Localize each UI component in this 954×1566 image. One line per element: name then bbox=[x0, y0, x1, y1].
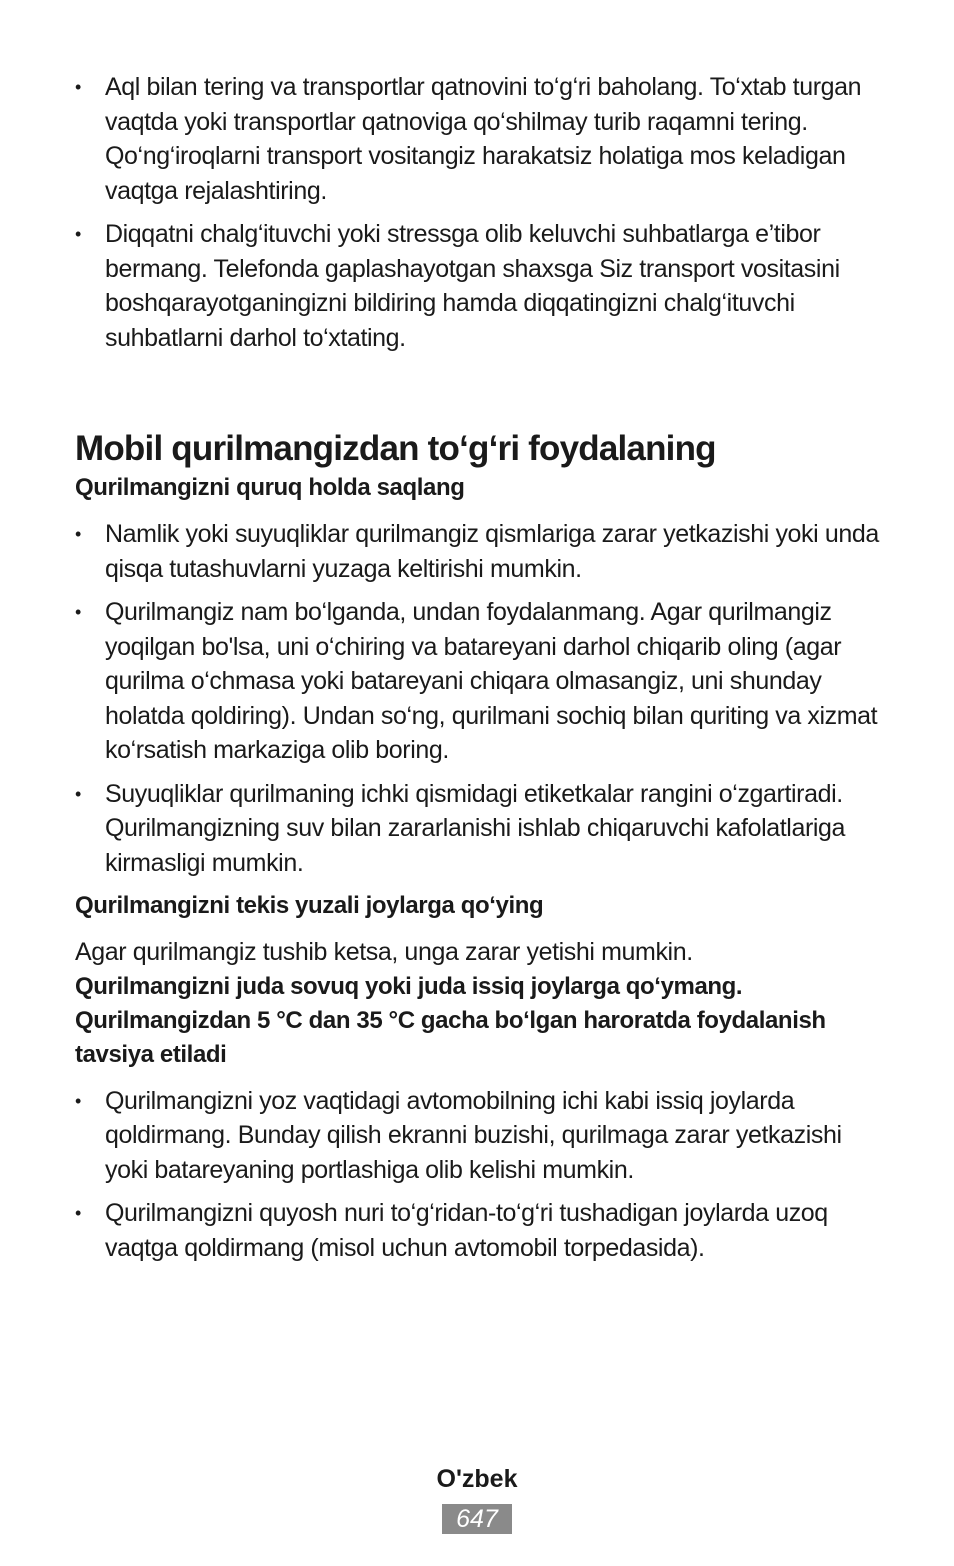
subsection-title-keep-dry: Qurilmangizni quruq holda saqlang bbox=[75, 474, 465, 501]
bullet-icon: • bbox=[75, 783, 81, 804]
temperature-bullet-list bbox=[75, 1084, 885, 1266]
list-item: • Suyuqliklar qurilmaning ichki qismidagi etiketkalar rangini o‘zgartiradi. Qurilmangizning suv bilan zararlanishi ishlab chiqaruvchi kafolatlariga kirmasligi mumkin. bbox=[75, 777, 885, 881]
bullet-icon: • bbox=[75, 1090, 81, 1111]
bullet-icon: • bbox=[75, 77, 81, 97]
list-item: • Namlik yoki suyuqliklar qurilmangiz qismlariga zarar yetkazishi yoki unda qisqa tutashuvlarni yuzaga keltirishi mumkin. bbox=[75, 517, 885, 586]
flat-surface-paragraph: Agar qurilmangiz tushib ketsa, unga zarar yetishi mumkin. bbox=[75, 938, 693, 966]
keep-dry-bullet-list bbox=[75, 517, 885, 880]
list-item: • Qurilmangizni quyosh nuri to‘g‘ridan-to‘g‘ri tushadigan joylarda uzoq vaqtga qoldirmang (misol uchun avtomobil torpedasida). bbox=[75, 1196, 885, 1265]
list-item: • Aql bilan tering va transportlar qatnovini to‘g‘ri baholang. To‘xtab turgan vaqtda yoki transportlar qatnoviga qo‘shilmay turib raqamni tering. Qo‘ng‘iroqlarni transport vositangiz harakatsiz holatiga mos keladigan vaqtga rejalashtiring. bbox=[75, 70, 885, 208]
page-content bbox=[75, 70, 885, 1274]
intro-bullet-list bbox=[75, 70, 885, 355]
subsection-title-temperature: Qurilmangizni juda sovuq yoki juda issiq joylarga qo‘ymang. Qurilmangizdan 5 °C dan 35 °C gacha bo‘lgan haroratda foydalanish tavsiya etiladi bbox=[75, 972, 826, 1068]
list-item: • Qurilmangizni yoz vaqtidagi avtomobilning ichi kabi issiq joylarda qoldirmang. Bunday qilish ekranni buzishi, qurilmaga zarar yetkazishi yoki batareyaning portlashiga olib kelishi mumkin. bbox=[75, 1084, 885, 1188]
footer-language: O'zbek bbox=[436, 1465, 518, 1493]
bullet-icon: • bbox=[75, 602, 81, 622]
list-item: • Diqqatni chalg‘ituvchi yoki stressga olib keluvchi suhbatlarga e’tibor bermang. Telefonda gaplashayotgan shaxsga Siz transport vositasini boshqarayotganingizni bildiring hamda diqqatingizni chalg‘ituvchi suhbatlarni darhol to‘xtating. bbox=[75, 217, 885, 355]
bullet-icon: • bbox=[75, 1203, 81, 1223]
subsection-title-flat-surface: Qurilmangizni tekis yuzali joylarga qo‘ying bbox=[75, 892, 544, 919]
bullet-icon: • bbox=[75, 224, 81, 244]
bullet-icon: • bbox=[75, 524, 81, 544]
section-title: Mobil qurilmangizdan to‘g‘ri foydalaning bbox=[75, 429, 716, 468]
list-item: • Qurilmangiz nam bo‘lganda, undan foydalanmang. Agar qurilmangiz yoqilgan bo'lsa, uni o‘chiring va batareyani darhol chiqarib oling (agar qurilma o‘chmasa yoki batareyani chiqara olmasangiz, uni shunday holatda qoldiring). Undan so‘ng, qurilmani sochiq bilan quriting va xizmat ko‘rsatish markaziga olib boring. bbox=[75, 595, 885, 768]
page-number: 647 bbox=[442, 1504, 512, 1534]
